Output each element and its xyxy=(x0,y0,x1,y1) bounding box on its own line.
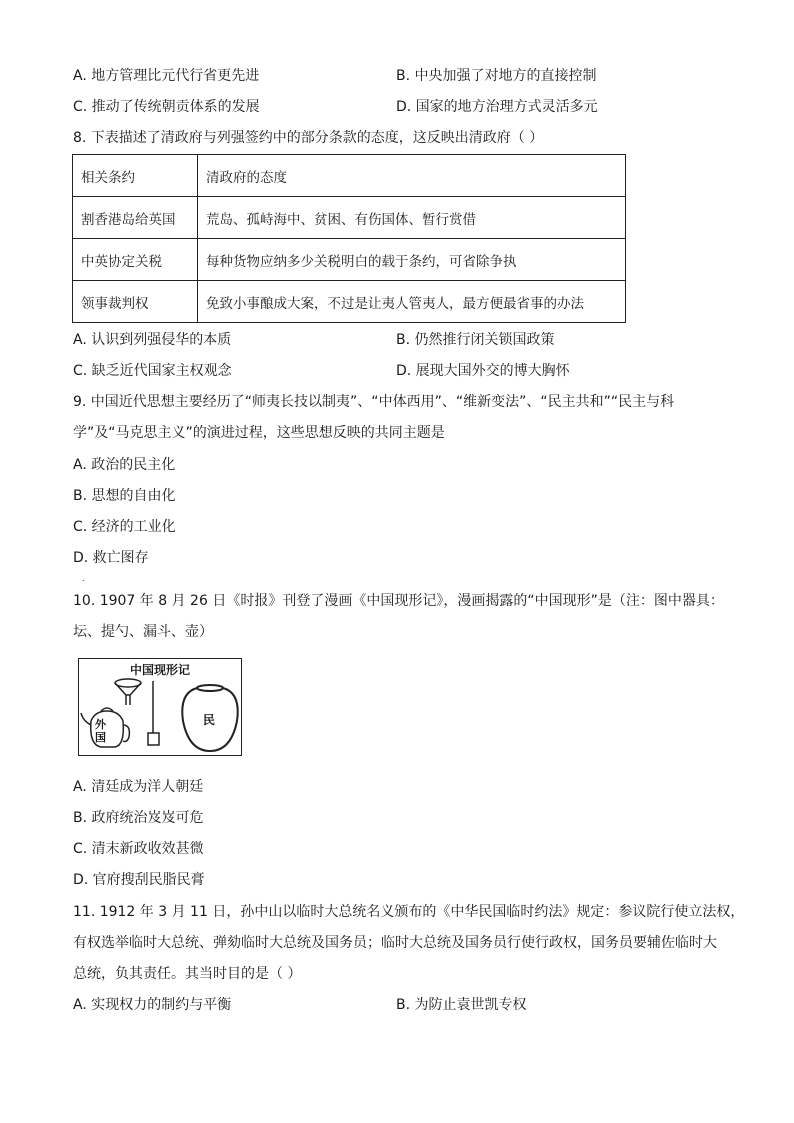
q10-stem-line2: 坛、提勺、漏斗、壶） xyxy=(73,624,213,640)
q7-option-d: D. 国家的地方治理方式灵活多元 xyxy=(396,99,598,115)
q8-option-a: A. 认识到列强侵华的本质 xyxy=(73,332,232,348)
table-header-cell: 清政府的态度 xyxy=(198,155,626,197)
q8-option-c: C. 缺乏近代国家主权观念 xyxy=(73,363,232,379)
table-cell: 每种货物应纳多少关税明白的载于条约，可省除争执 xyxy=(198,239,626,281)
table-row xyxy=(73,197,626,239)
q8-option-d: D. 展现大国外交的博大胸怀 xyxy=(396,363,570,379)
table-row xyxy=(73,281,626,323)
q9-option-c: C. 经济的工业化 xyxy=(73,519,176,535)
q9-option-a: A. 政治的民主化 xyxy=(73,457,176,473)
q7-option-a: A. 地方管理比元代行省更先进 xyxy=(73,68,260,84)
cartoon-title: 中国现形记 xyxy=(129,663,190,677)
cartoon-jar-label: 民 xyxy=(203,713,216,727)
q8-table xyxy=(72,154,626,323)
table-header-row xyxy=(73,155,626,197)
q11-option-a: A. 实现权力的制约与平衡 xyxy=(73,997,232,1013)
cartoon-figure xyxy=(78,658,242,756)
cartoon-teapot-label: 外国 xyxy=(95,718,106,744)
q9-option-b: B. 思想的自由化 xyxy=(73,488,176,504)
q11-stem-line3: 总统，负其责任。其当时目的是（ ） xyxy=(73,966,302,982)
table-row xyxy=(73,239,626,281)
table-header-cell: 相关条约 xyxy=(73,155,198,197)
q8-option-b: B. 仍然推行闭关锁国政策 xyxy=(396,332,555,348)
stray-dot: . xyxy=(82,574,85,583)
q10-option-b: B. 政府统治岌岌可危 xyxy=(73,810,204,826)
table-cell: 割香港岛给英国 xyxy=(73,197,198,239)
table-cell: 领事裁判权 xyxy=(73,281,198,323)
q7-option-c: C. 推动了传统朝贡体系的发展 xyxy=(73,99,260,115)
q9-stem-line1: 9. 中国近代思想主要经历了“师夷长技以制夷”、“中体西用”、“维新变法”、“民主共和”“民主与科 xyxy=(73,394,675,410)
q10-stem-line1: 10. 1907 年 8 月 26 日《时报》刊登了漫画《中国现形记》，漫画揭露的“中国现形”是（注：图中器具： xyxy=(73,593,724,609)
q11-stem-line1: 11. 1912 年 3 月 11 日，孙中山以临时大总统名义颁布的《中华民国临时约法》规定：参议院行使立法权， xyxy=(73,904,745,920)
q11-stem-line2: 有权选举临时大总统、弹劾临时大总统及国务员；临时大总统及国务员行使行政权，国务员要辅佐临时大 xyxy=(73,935,717,951)
q9-option-d: D. 救亡图存 xyxy=(73,550,149,566)
funnel-icon xyxy=(115,679,141,705)
q9-stem-line2: 学”及“马克思主义”的演进过程，这些思想反映的共同主题是 xyxy=(73,425,445,441)
q8-stem: 8. 下表描述了清政府与列强签约中的部分条款的态度，这反映出清政府（ ） xyxy=(73,130,544,146)
table-cell: 荒岛、孤峙海中、贫困、有伤国体、暂行赏借 xyxy=(198,197,626,239)
ladle-icon xyxy=(148,681,159,745)
table-cell: 中英协定关税 xyxy=(73,239,198,281)
q10-option-a: A. 清廷成为洋人朝廷 xyxy=(73,779,204,795)
q7-option-b: B. 中央加强了对地方的直接控制 xyxy=(396,68,597,84)
table-cell: 免致小事酿成大案，不过是让夷人管夷人，最方便最省事的办法 xyxy=(198,281,626,323)
q10-option-c: C. 清末新政收效甚微 xyxy=(73,841,204,857)
q11-option-b: B. 为防止袁世凯专权 xyxy=(396,997,527,1013)
q10-option-d: D. 官府搜刮民脂民膏 xyxy=(73,872,205,888)
